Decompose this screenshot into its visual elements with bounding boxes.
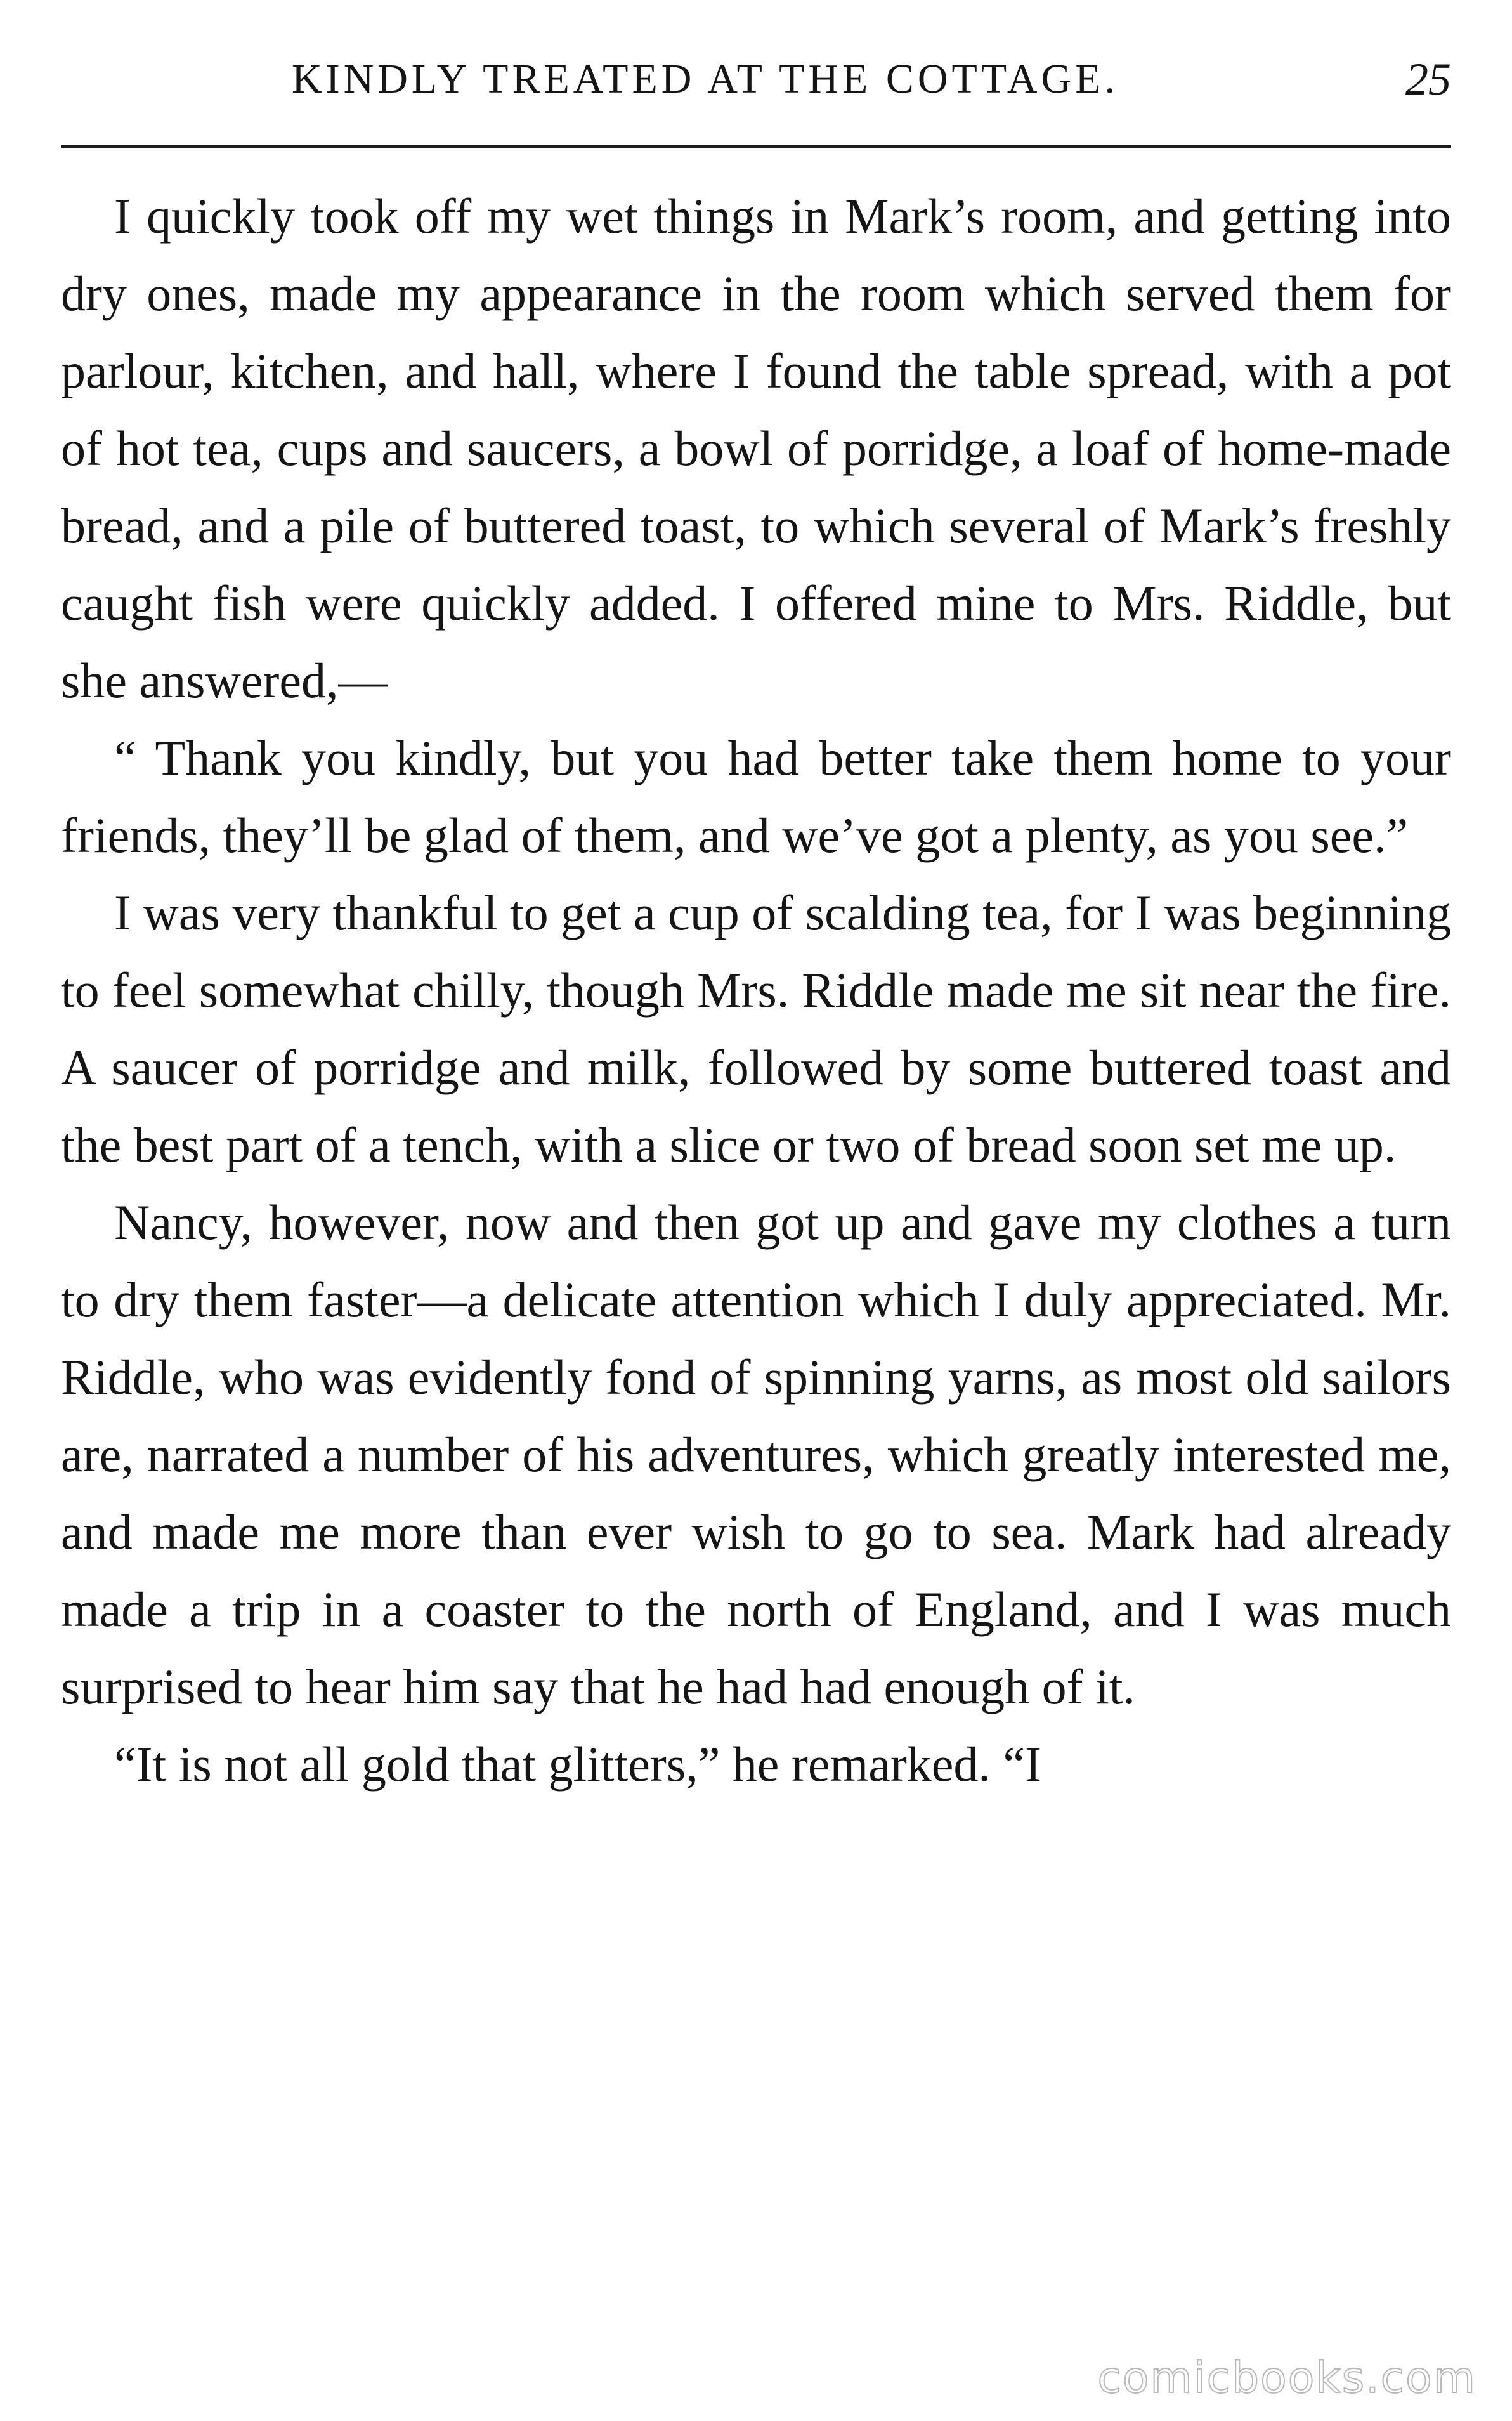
paragraph: “ Thank you kindly, but you had better take them home to your friends, they’ll be glad of them, and we’ve got a plenty, as you see.”: [61, 730, 1451, 863]
running-title: KINDLY TREATED AT THE COTTAGE.: [291, 56, 1119, 102]
running-head: [61, 44, 1451, 114]
paragraph: “It is not all gold that glitters,” he remarked. “I: [114, 1736, 1042, 1792]
header-rule: [61, 145, 1451, 148]
watermark: comicbooks.com: [1097, 2353, 1476, 2403]
paragraph: Nancy, however, now and then got up and gave my clothes a turn to dry them faster—a delicate attention which I duly appreciated. Mr. Riddle, who was evidently fond of spinning yarns, as most old sailors are, narrated a number of his adventures, which greatly interested me, and made me more than ever wish to go to sea. Mark had already made a trip in a coaster to the north of England, and I was much surprised to hear him say that he had had enough of it.: [61, 1195, 1451, 1714]
paragraph: I was very thankful to get a cup of scalding tea, for I was beginning to feel somewhat chilly, though Mrs. Riddle made me sit near the fire. A saucer of porridge and milk, followed by some buttered toast and the best part of a tench, with a slice or two of bread soon set me up.: [61, 885, 1451, 1172]
paragraph: I quickly took off my wet things in Mark’s room, and getting into dry ones, made my appearance in the room which served them for parlour, kitchen, and hall, where I found the table spread, with a pot of hot tea, cups and saucers, a bowl of porridge, a loaf of home-made bread, and a pile of buttered toast, to which several of Mark’s freshly caught fish were quickly added. I offered mine to Mrs. Riddle, but she answered,—: [61, 188, 1451, 708]
page-number: 25: [1405, 54, 1451, 105]
body-text: [61, 178, 1451, 1803]
